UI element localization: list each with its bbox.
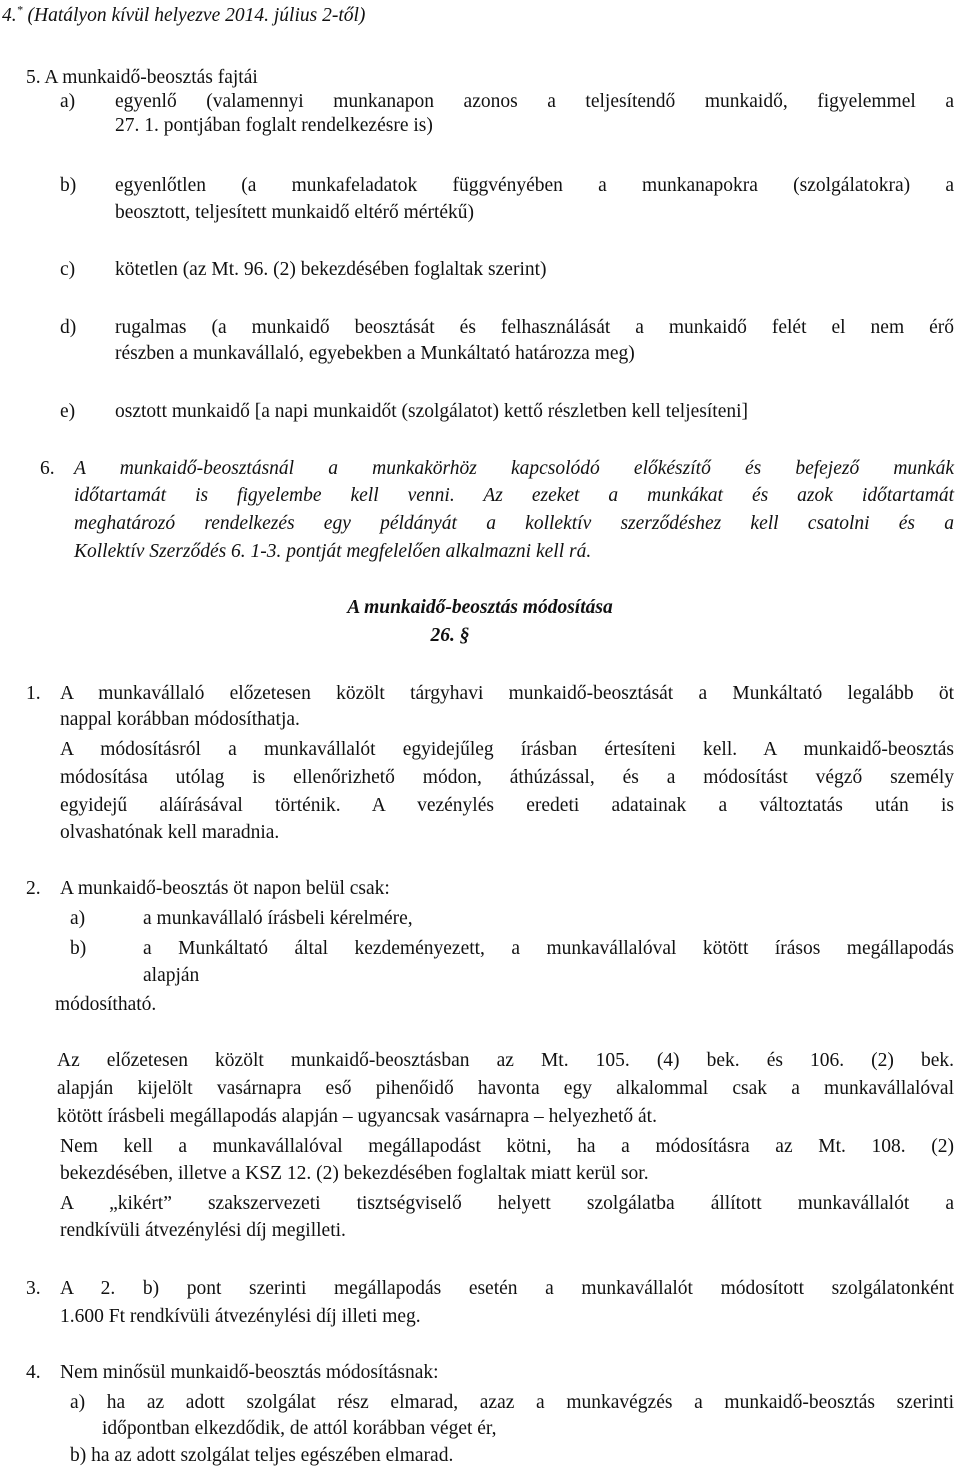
point-2-m-line-3: kötött írásbeli megállapodás alapján – ugyancsak vasárnapra – helyezhető át. [57, 1106, 657, 1127]
repealed-text: (Hatályon kívül helyezve 2014. július 2-től) [27, 5, 366, 26]
paragraph-number: 26. § [430, 625, 470, 646]
item-d-line-1: rugalmas (a munkaidő beosztását és felhasználását a munkaidő felét el nem érő [115, 317, 954, 338]
section-heading: A munkaidő-beosztás módosítása [347, 597, 613, 618]
point-2-n-line-2: bekezdésében, illetve a KSZ 12. (2) bekezdésében foglaltak miatt kerül sor. [60, 1163, 649, 1184]
section-6-number: 6. [40, 458, 55, 479]
point-4-line-1: Nem minősül munkaidő-beosztás módosításnak: [60, 1362, 439, 1383]
item-a-line-1: egyenlő (valamennyi munkanapon azonos a teljesítendő munkaidő, figyelemmel a [115, 91, 954, 112]
item-d-line-2: részben a munkavállaló, egyebekben a Munkáltató határozza meg) [115, 343, 635, 364]
item-d-label: d) [60, 317, 77, 338]
item-b-line-1: egyenlőtlen (a munkafeladatok függvényében a munkanapokra (szolgálatokra) a [115, 175, 954, 196]
point-1-line-3: A módosításról a munkavállalót egyidejűleg írásban értesíteni kell. A munkaidő-beosztás [60, 739, 954, 760]
point-1-number: 1. [26, 683, 41, 704]
section-5-title: 5. A munkaidő-beosztás fajtái [26, 67, 258, 88]
point-4-a-line-2: időpontban elkezdődik, de attól korábban véget ér, [102, 1418, 497, 1439]
point-3-line-1: A 2. b) pont szerinti megállapodás esetén a munkavállalót módosított szolgálatonként [60, 1278, 954, 1299]
point-4-a-line-1: a) ha az adott szolgálat rész elmarad, azaz a munkavégzés a munkaidő-beosztás szerinti [70, 1392, 954, 1413]
point-1-line-6: olvashatónak kell maradnia. [60, 822, 280, 843]
point-2-number: 2. [26, 878, 41, 899]
point-2-m-line-2: alapján kijelölt vasárnapra eső pihenőidő havonta egy alkalommal csak a munkavállalóval [57, 1078, 954, 1099]
point-4-b-line-1: b) ha az adott szolgálat teljes egészében elmarad. [70, 1445, 454, 1466]
repealed-note [2, 4, 365, 28]
point-3-number: 3. [26, 1278, 41, 1299]
item-e-line-1: osztott munkaidő [a napi munkaidőt (szolgálatot) kettő részletben kell teljesíteni] [115, 401, 749, 422]
point-3-line-2: 1.600 Ft rendkívüli átvezénylési díj illeti meg. [60, 1306, 421, 1327]
item-b-line-2: beosztott, teljesített munkaidő eltérő mértékű) [115, 202, 475, 223]
point-2-k-line-2: rendkívüli átvezénylési díj megilleti. [60, 1220, 346, 1241]
point-2-b-line-1: a Munkáltató által kezdeményezett, a munkavállalóval kötött írásos megállapodás [143, 938, 954, 959]
point-2-b-line-2: alapján [143, 965, 200, 986]
point-2-a-line: a munkavállaló írásbeli kérelmére, [143, 908, 413, 929]
item-b-label: b) [60, 175, 77, 196]
point-2-line-1: A munkaidő-beosztás öt napon belül csak: [60, 878, 390, 899]
point-2-a-label: a) [70, 908, 86, 929]
point-2-m-line-1: Az előzetesen közölt munkaidő-beosztásban az Mt. 105. (4) bek. és 106. (2) bek. [57, 1050, 954, 1071]
point-2-n-line-1: Nem kell a munkavállalóval megállapodást kötni, ha a módosításra az Mt. 108. (2) [60, 1136, 954, 1157]
item-a-line-2: 27. 1. pontjában foglalt rendelkezésre is) [115, 115, 433, 136]
section-6-line-4: Kollektív Szerződés 6. 1-3. pontját megfelelően alkalmazni kell rá. [74, 541, 592, 562]
item-number: 4. [2, 5, 17, 26]
point-1-line-1: A munkavállaló előzetesen közölt tárgyhavi munkaidő-beosztását a Munkáltató legalább öt [60, 683, 954, 704]
point-1-line-2: nappal korábban módosíthatja. [60, 709, 300, 730]
point-1-line-5: egyidejű aláírásával történik. A vezénylés eredeti adatainak a változtatás után is [60, 795, 954, 816]
point-4-number: 4. [26, 1362, 41, 1383]
item-c-line-1: kötetlen (az Mt. 96. (2) bekezdésében foglaltak szerint) [115, 259, 547, 280]
item-c-label: c) [60, 259, 76, 280]
footnote-mark[interactable]: * [16, 2, 23, 17]
point-2-b-label: b) [70, 938, 87, 959]
point-1-line-4: módosítása utólag is ellenőrizhető módon, áthúzással, és a módosítást végző személy [60, 767, 954, 788]
section-6-line-2: időtartamát is figyelembe kell venni. Az ezeket a munkákat és azok időtartamát [74, 485, 954, 506]
item-e-label: e) [60, 401, 76, 422]
item-a-label: a) [60, 91, 76, 112]
section-6-line-3: meghatározó rendelkezés egy példányát a kollektív szerződéshez kell csatolni és a [74, 513, 954, 534]
section-6-line-1: A munkaidő-beosztásnál a munkakörhöz kapcsolódó előkészítő és befejező munkák [74, 458, 954, 479]
point-2-tail: módosítható. [55, 994, 157, 1015]
point-2-k-line-1: A „kikért” szakszervezeti tisztségviselő helyett szolgálatba állított munkavállalót a [60, 1193, 954, 1214]
